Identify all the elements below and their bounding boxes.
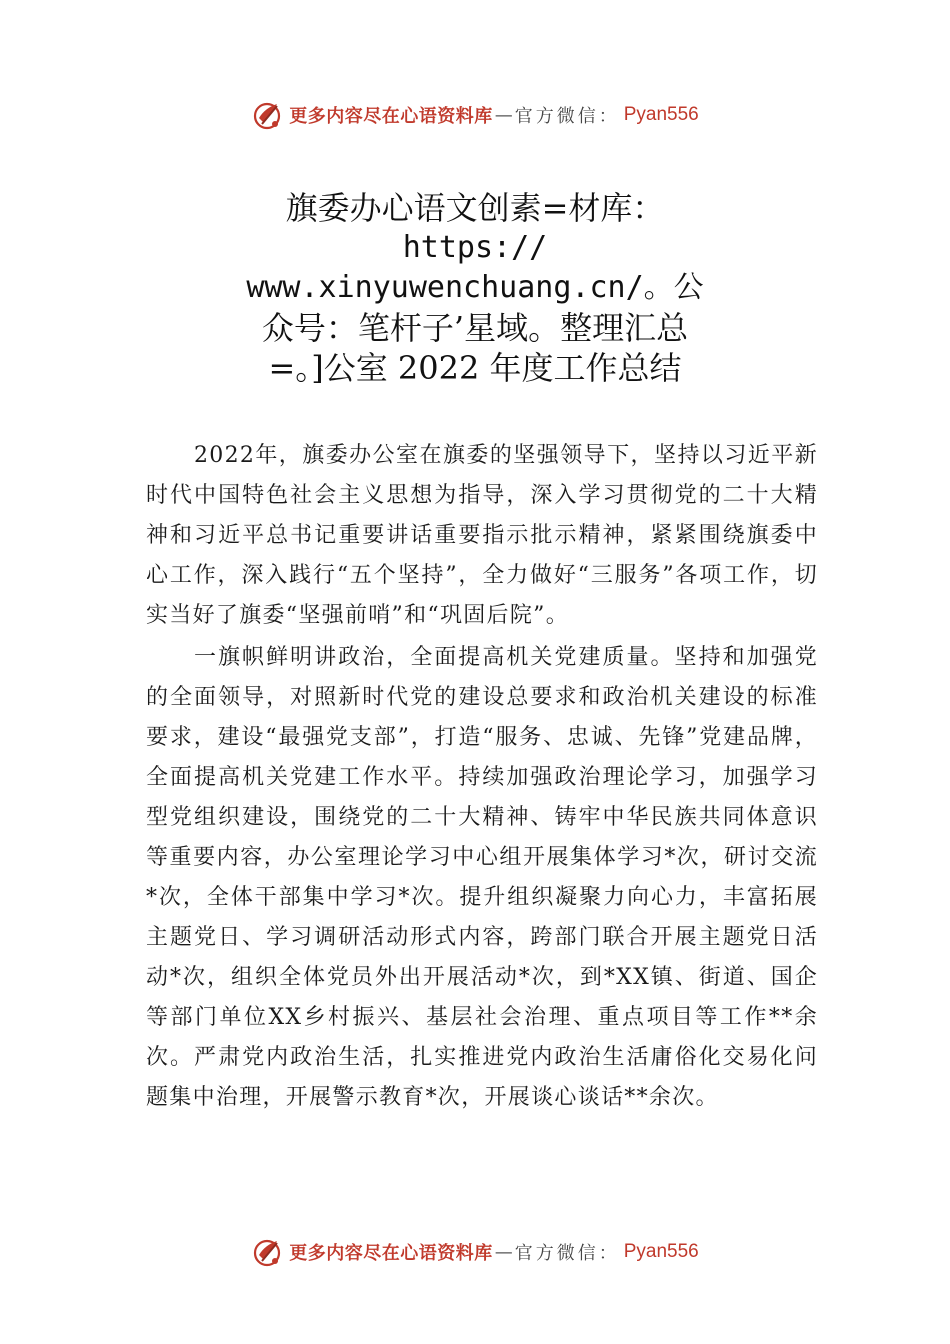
- banner-wechat-label: 官方微信：: [514, 106, 620, 127]
- title-line-2: https://: [402, 230, 548, 265]
- banner-brand: 更多内容尽在心语资料库: [289, 106, 493, 127]
- title-line-3: www.xinyuwenchuang.cn/。公: [246, 270, 704, 305]
- footer-banner: [0, 1232, 950, 1272]
- header-banner: [0, 95, 950, 135]
- document-body: [146, 436, 818, 1120]
- title-line-4: 众号：笔杆子’星域。整理汇总: [261, 309, 689, 347]
- banner-wechat-id: Pyan556: [623, 104, 699, 125]
- banner-wechat-id: Pyan556: [623, 1241, 699, 1262]
- title-line-1: 旗委办心语文创素=材库：: [285, 189, 665, 227]
- paragraph-intro: 2022年，旗委办公室在旗委的坚强领导下，坚持以习近平新时代中国特色社会主义思想为指导，深入学习贯彻党的二十大精神和习近平总书记重要讲话重要指示批示精神，紧紧围绕旗委中心工作，深入践行“五个坚持”，全力做好“三服务”各项工作，切实当好了旗委“坚强前哨”和“巩固后院”。: [146, 443, 818, 628]
- paragraph-party-building: 一旗帜鲜明讲政治，全面提高机关党建质量。坚持和加强党的全面领导，对照新时代党的建设总要求和政治机关建设的标准要求，建设“最强党支部”，打造“服务、忠诚、先锋”党建品牌，全面提高机关党建工作水平。持续加强政治理论学习，加强学习型党组织建设，围绕党的二十大精神、铸牢中华民族共同体意识等重要内容，办公室理论学习中心组开展集体学习*次，研讨交流*次，全体干部集中学习*次。提升组织凝聚力向心力，丰富拓展主题党日、学习调研活动形式内容，跨部门联合开展主题党日活动*次，组织全体党员外出开展活动*次，到*XX镇、街道、国企等部门单位XX乡村振兴、基层社会治理、重点项目等工作**余次。严肃党内政治生活，扎实推进党内政治生活庸俗化交易化问题集中治理，开展警示教育*次，开展谈心谈话**余次。: [146, 645, 818, 1110]
- banner-wechat-label: 官方微信：: [514, 1243, 620, 1264]
- brush-logo-icon: [251, 1235, 285, 1269]
- title-line-5: =。]公室 2022 年度工作总结: [268, 349, 682, 387]
- banner-dash: —: [494, 1241, 513, 1263]
- brush-logo-icon: [251, 98, 285, 132]
- banner-brand: 更多内容尽在心语资料库: [289, 1243, 493, 1264]
- banner-dash: —: [494, 104, 513, 126]
- document-title: [120, 188, 830, 388]
